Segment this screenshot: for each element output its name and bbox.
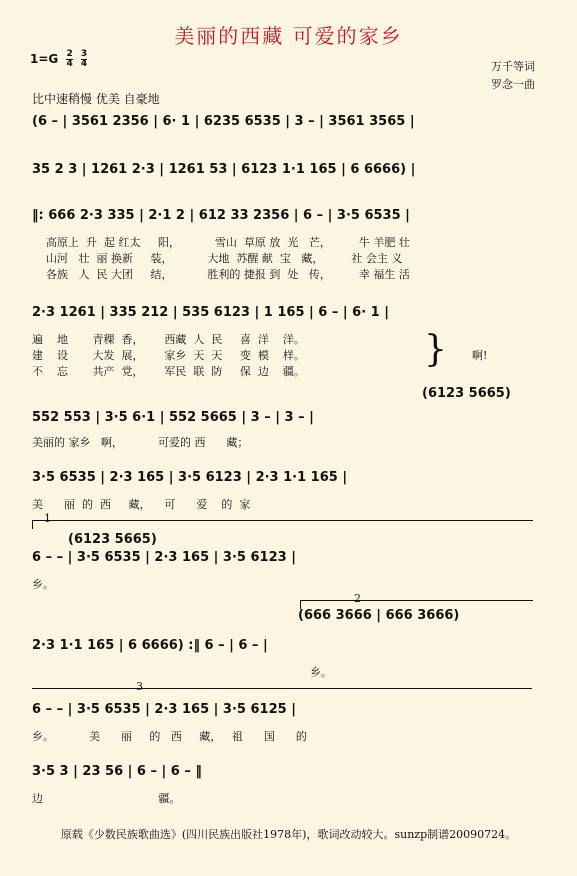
tempo-marking: 比中速稍慢 优美 自豪地 [32, 92, 160, 106]
key-label: 1=G [30, 52, 59, 66]
system-9-lyric: 乡。 美 丽 的 西 藏， 祖 国 的 [32, 730, 307, 743]
song-title: 美丽的西藏 可爱的家乡 [174, 24, 403, 48]
system-3-lyric-3: 各族 人 民 大团 结， 胜利的 捷报 到 处 传， 幸 福生 活 [46, 268, 410, 281]
system-9-notes: 6 – – | 3·5 6535 | 2·3 165 | 3·5 6125 | [32, 702, 296, 717]
composer-credit: 罗念一曲 [491, 78, 535, 91]
volta-bracket-1 [32, 520, 533, 529]
system-5-lyric: 美丽的 家乡 啊， 可爱的 西 藏； [32, 436, 249, 449]
volta-2-label: 2 [354, 592, 361, 605]
system-5-notes: 552 553 | 3·5 6·1 | 552 5665 | 3 – | 3 – | [32, 410, 314, 425]
volta-3-label: 3 [136, 680, 143, 693]
system-10-notes: 3·5 3 | 23 56 | 6 – | 6 – ‖ [32, 764, 202, 779]
system-10-lyric: 边 疆。 [32, 792, 181, 805]
lyricist-credit: 万千等词 [491, 60, 535, 73]
system-7-lyric: 乡。 [32, 578, 54, 591]
brace-word: 啊! [472, 349, 488, 362]
time-signature-1: $\frac{2}{4}$ [66, 49, 73, 69]
key-signature [30, 50, 87, 69]
system-8-intro-notes: (666 3666 | 666 3666) [298, 608, 460, 623]
system-8-notes: 2·3 1·1 165 | 6 6666) :‖ 6 – | 6 – | [32, 638, 268, 653]
system-1-notes: (6 – | 3561 2356 | 6· 1 | 6235 6535 | 3 – | 3561 3565 | [32, 114, 415, 129]
system-4-lyric-3: 不 忘 共产 党， 军民 联 防 保 边 疆。 [32, 365, 305, 378]
system-6-notes: 3·5 6535 | 2·3 165 | 3·5 6123 | 2·3 1·1 165 | [32, 470, 348, 485]
system-3-lyric-1: 高原上 升 起 红太 阳， 雪山 草原 放 光 芒， 牛 羊肥 壮 [46, 236, 410, 249]
time-signature-2: $\frac{3}{4}$ [80, 49, 88, 69]
system-4-lyric-2: 建 设 大发 展， 家乡 天 天 变 模 样。 [32, 349, 305, 362]
volta-1-label: 1 [44, 512, 51, 525]
volta-bracket-3 [32, 688, 532, 697]
system-3-notes: ‖: 666 2·3 335 | 2·1 2 | 612 33 2356 | 6 – | 3·5 6535 | [32, 208, 410, 223]
system-4-notes: 2·3 1261 | 335 212 | 535 6123 | 1 165 | 6 – | 6· 1 | [32, 305, 389, 320]
system-7-notes: 6 – – | 3·5 6535 | 2·3 165 | 3·5 6123 | [32, 550, 296, 565]
lyric-brace: } [424, 329, 447, 370]
footer-note: 原载《少数民族歌曲选》(四川民族出版社1978年)，歌词改动较大。sunzp制谱20090724。 [60, 828, 517, 841]
system-8-lyric: 乡。 [310, 666, 332, 679]
system-3-lyric-2: 山河 壮 丽 换新 装， 大地 苏醒 献 宝 藏， 社 会主 义 [46, 252, 403, 265]
system-4-lyric-1: 遍 地 青稞 香， 西藏 人 民 喜 洋 洋。 [32, 333, 305, 346]
system-7-intro-notes: (6123 5665) [68, 532, 157, 547]
system-5-intro-notes: (6123 5665) [422, 386, 511, 401]
system-6-lyric: 美 丽 的 西 藏， 可 爱 的 家 [32, 498, 251, 511]
volta-bracket-2 [300, 600, 533, 609]
system-2-notes: 35 2 3 | 1261 2·3 | 1261 53 | 6123 1·1 165 | 6 6666) | [32, 162, 416, 177]
